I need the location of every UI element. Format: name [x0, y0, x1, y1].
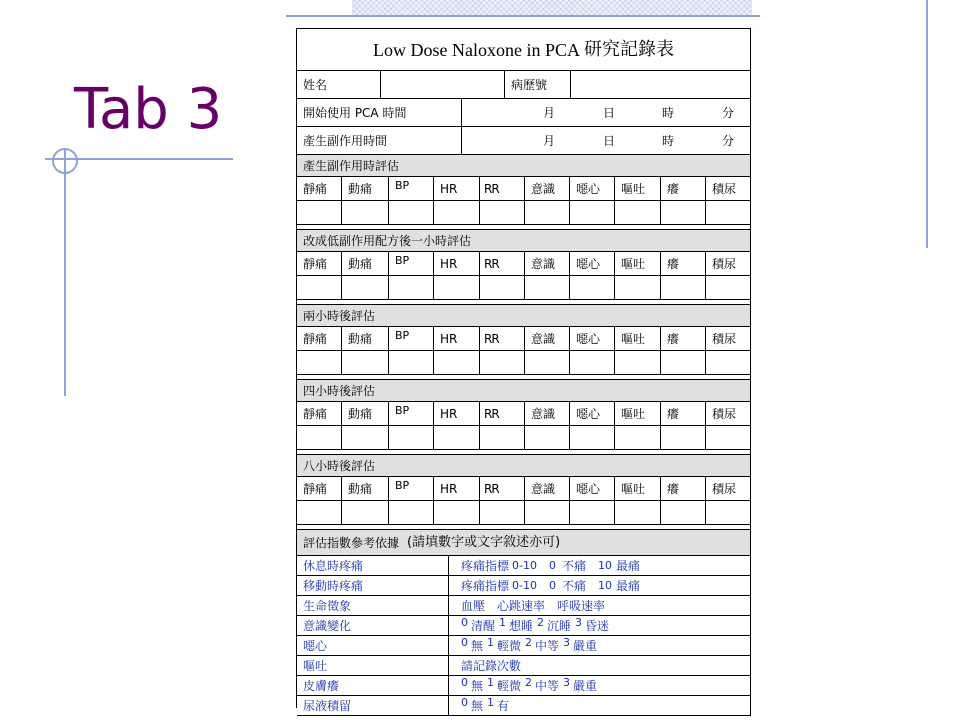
scale-prefix: 疼痛指標: [461, 578, 510, 593]
entry-rest-pain[interactable]: [297, 276, 342, 300]
entry-retention[interactable]: [706, 351, 751, 375]
form-title-en: Low Dose Naloxone in PCA: [373, 39, 580, 60]
vomit-label: 嘔吐: [621, 181, 646, 196]
entry-vomit[interactable]: [615, 426, 661, 450]
itch-level-num: 1: [487, 676, 495, 689]
itch-level-num: 3: [563, 676, 571, 689]
itch-label: 癢: [667, 331, 680, 346]
column-header-move-pain: [342, 327, 389, 351]
column-header-rest-pain: [297, 327, 342, 351]
column-header-bp: [389, 177, 434, 201]
consciousness-level-num: 3: [575, 616, 583, 629]
retention-level-num: 1: [487, 696, 495, 709]
entry-itch[interactable]: [661, 426, 706, 450]
hr-label: HR: [440, 406, 458, 421]
nausea-level-text: 無: [471, 638, 484, 653]
nausea-level-num: 1: [487, 636, 495, 649]
left-vertical-rule: [64, 150, 66, 396]
column-header-rest-pain: [297, 177, 342, 201]
column-header-retention: [706, 477, 751, 501]
retention-label: 積尿: [712, 406, 737, 421]
form-title-cn: 研究記錄表: [583, 38, 674, 60]
entry-rr[interactable]: [480, 426, 525, 450]
right-rule: [926, 0, 928, 248]
entry-rest-pain[interactable]: [297, 426, 342, 450]
vitals-text: 血壓 心跳速率 呼吸速率: [461, 598, 606, 613]
retention-scale: [449, 696, 751, 716]
entry-nausea[interactable]: [570, 276, 615, 300]
research-record-form: [296, 28, 751, 713]
scale-high-text: 最痛: [616, 578, 641, 593]
column-header-hr: [434, 252, 480, 276]
entry-consciousness[interactable]: [525, 201, 570, 225]
column-header-move-pain: [342, 177, 389, 201]
column-header-hr: [434, 402, 480, 426]
retention-label: 積尿: [712, 481, 737, 496]
entry-rr[interactable]: [480, 201, 525, 225]
consciousness-level-text: 沉睡: [547, 618, 572, 633]
rr-label: RR: [484, 256, 499, 271]
consciousness-level-text: 想睡: [509, 618, 534, 633]
vomit-label: 嘔吐: [621, 481, 646, 496]
scale-high-text: 最痛: [616, 558, 641, 573]
time-unit-label: 月: [543, 134, 556, 148]
section-header: 兩小時後評估: [297, 305, 751, 327]
time-unit-label: 時: [662, 134, 675, 148]
consciousness-level-num: 1: [499, 616, 507, 629]
column-header-retention: [706, 252, 751, 276]
vitals-label: 生命徵象: [297, 596, 449, 616]
entry-rest-pain[interactable]: [297, 501, 342, 525]
column-header-bp: [389, 402, 434, 426]
entry-bp[interactable]: [389, 201, 434, 225]
pain-row-scale: [449, 576, 751, 596]
vomit-text: 請記錄次數: [461, 658, 522, 673]
rest-pain-label: 靜痛: [303, 181, 328, 196]
scale-high-num: 10: [598, 559, 612, 572]
entry-retention[interactable]: [706, 426, 751, 450]
rest-pain-label: 靜痛: [303, 256, 328, 271]
nausea-label: 噁心: [576, 331, 601, 346]
scale-prefix: 疼痛指標: [461, 558, 510, 573]
entry-rr[interactable]: [480, 351, 525, 375]
entry-hr[interactable]: [434, 276, 480, 300]
bp-label: BP: [395, 329, 410, 342]
time-unit-label: 月: [543, 106, 556, 120]
entry-retention[interactable]: [706, 201, 751, 225]
itch-label: 癢: [667, 406, 680, 421]
form-title: [297, 29, 751, 71]
entry-hr[interactable]: [434, 201, 480, 225]
scale-low-text: 不痛: [561, 578, 586, 593]
pca-start-time-label: 開始使用 PCA 時間: [297, 99, 462, 127]
nausea-label: 噁心: [576, 481, 601, 496]
itch-level-num: 0: [461, 676, 468, 689]
scale-range: 0-10: [512, 559, 537, 572]
decorative-circle: [52, 148, 78, 174]
column-header-vomit: [615, 477, 661, 501]
itch-label: 癢: [667, 181, 680, 196]
vomit-label: 嘔吐: [621, 331, 646, 346]
vomit-scale: [449, 656, 751, 676]
column-header-bp: [389, 327, 434, 351]
rest-pain-label: 靜痛: [303, 406, 328, 421]
nausea-label: 噁心: [576, 406, 601, 421]
column-header-itch: [661, 477, 706, 501]
pain-row-label: 移動時疼痛: [297, 576, 449, 596]
column-header-rr: [480, 252, 525, 276]
column-header-bp: [389, 252, 434, 276]
entry-itch[interactable]: [661, 201, 706, 225]
itch-level-num: 2: [525, 676, 533, 689]
name-field[interactable]: [381, 71, 505, 99]
slide-title: Tab 3: [74, 77, 223, 142]
move-pain-label: 動痛: [348, 481, 373, 496]
pca-start-time-field[interactable]: [462, 99, 751, 127]
column-header-rr: [480, 402, 525, 426]
time-unit-label: 分: [722, 106, 735, 120]
entry-move-pain[interactable]: [342, 501, 389, 525]
column-header-itch: [661, 327, 706, 351]
rest-pain-label: 靜痛: [303, 481, 328, 496]
nausea-level-text: 輕微: [497, 638, 522, 653]
time-unit-label: 分: [722, 134, 735, 148]
column-header-retention: [706, 402, 751, 426]
entry-retention[interactable]: [706, 501, 751, 525]
column-header-retention: [706, 327, 751, 351]
entry-retention[interactable]: [706, 276, 751, 300]
hr-label: HR: [440, 181, 458, 196]
entry-bp[interactable]: [389, 426, 434, 450]
entry-rr[interactable]: [480, 501, 525, 525]
scale-high-num: 10: [598, 579, 612, 592]
scale-low-num: 0: [548, 579, 556, 592]
retention-level-text: 有: [497, 698, 510, 713]
column-header-consciousness: [525, 252, 570, 276]
retention-label: 積尿: [712, 256, 737, 271]
entry-nausea[interactable]: [570, 501, 615, 525]
column-header-consciousness: [525, 477, 570, 501]
entry-hr[interactable]: [434, 501, 480, 525]
reference-header: [297, 530, 751, 556]
entry-move-pain[interactable]: [342, 426, 389, 450]
chart-no-field[interactable]: [571, 71, 751, 99]
entry-nausea[interactable]: [570, 201, 615, 225]
entry-vomit[interactable]: [615, 276, 661, 300]
column-header-move-pain: [342, 402, 389, 426]
entry-vomit[interactable]: [615, 501, 661, 525]
column-header-consciousness: [525, 177, 570, 201]
consciousness-label: 意識變化: [297, 616, 449, 636]
column-header-move-pain: [342, 252, 389, 276]
section-header: 四小時後評估: [297, 380, 751, 402]
column-header-hr: [434, 177, 480, 201]
entry-bp[interactable]: [389, 351, 434, 375]
nausea-scale: [449, 636, 751, 656]
column-header-itch: [661, 402, 706, 426]
time-unit-label: 日: [603, 134, 616, 148]
move-pain-label: 動痛: [348, 181, 373, 196]
rr-label: RR: [484, 481, 499, 496]
itch-scale: [449, 676, 751, 696]
side-effect-time-field[interactable]: [462, 127, 751, 155]
entry-rest-pain[interactable]: [297, 201, 342, 225]
entry-move-pain[interactable]: [342, 351, 389, 375]
section-header: 改成低副作用配方後一小時評估: [297, 230, 751, 252]
pain-row-label: 休息時疼痛: [297, 556, 449, 576]
column-header-rr: [480, 177, 525, 201]
entry-move-pain[interactable]: [342, 276, 389, 300]
consciousness-label: 意識: [531, 181, 556, 196]
consciousness-label: 意識: [531, 256, 556, 271]
rr-label: RR: [484, 181, 499, 196]
column-header-nausea: [570, 252, 615, 276]
bp-label: BP: [395, 179, 410, 192]
nausea-level-num: 3: [563, 636, 571, 649]
time-unit-label: 日: [603, 106, 616, 120]
entry-move-pain[interactable]: [342, 201, 389, 225]
vomit-label: 嘔吐: [297, 656, 449, 676]
consciousness-scale: [449, 616, 751, 636]
column-header-rest-pain: [297, 252, 342, 276]
column-header-bp: [389, 477, 434, 501]
rest-pain-label: 靜痛: [303, 331, 328, 346]
entry-consciousness[interactable]: [525, 276, 570, 300]
entry-nausea[interactable]: [570, 351, 615, 375]
top-rule: [286, 15, 760, 17]
itch-label: 癢: [667, 256, 680, 271]
column-header-vomit: [615, 402, 661, 426]
name-label: 姓名: [297, 71, 381, 99]
itch-level-text: 中等: [535, 678, 560, 693]
entry-hr[interactable]: [434, 351, 480, 375]
consciousness-label: 意識: [531, 406, 556, 421]
rr-label: RR: [484, 406, 499, 421]
scale-range: 0-10: [512, 579, 537, 592]
column-header-rr: [480, 327, 525, 351]
column-header-consciousness: [525, 402, 570, 426]
column-header-hr: [434, 477, 480, 501]
consciousness-level-text: 昏迷: [585, 618, 610, 633]
entry-hr[interactable]: [434, 426, 480, 450]
hr-label: HR: [440, 256, 458, 271]
entry-itch[interactable]: [661, 276, 706, 300]
move-pain-label: 動痛: [348, 331, 373, 346]
move-pain-label: 動痛: [348, 256, 373, 271]
column-header-vomit: [615, 177, 661, 201]
column-header-rest-pain: [297, 477, 342, 501]
column-header-vomit: [615, 252, 661, 276]
reference-title: 評估指數參考依據: [303, 535, 400, 550]
nausea-level-text: 中等: [535, 638, 560, 653]
entry-consciousness[interactable]: [525, 501, 570, 525]
top-pattern-band: [352, 0, 752, 16]
itch-label: 癢: [667, 481, 680, 496]
section-header: 產生副作用時評估: [297, 155, 751, 177]
retention-label: 積尿: [712, 181, 737, 196]
column-header-rest-pain: [297, 402, 342, 426]
column-header-nausea: [570, 477, 615, 501]
column-header-consciousness: [525, 327, 570, 351]
column-header-nausea: [570, 402, 615, 426]
nausea-level-num: 2: [525, 636, 533, 649]
reference-note: (請填數字或文字敘述亦可): [407, 535, 561, 550]
nausea-level-num: 0: [461, 636, 468, 649]
entry-bp[interactable]: [389, 276, 434, 300]
hr-label: HR: [440, 481, 458, 496]
entry-rr[interactable]: [480, 276, 525, 300]
entry-vomit[interactable]: [615, 201, 661, 225]
time-unit-label: 時: [662, 106, 675, 120]
consciousness-level-num: 0: [461, 616, 468, 629]
nausea-level-text: 嚴重: [573, 638, 598, 653]
entry-vomit[interactable]: [615, 351, 661, 375]
column-header-move-pain: [342, 477, 389, 501]
nausea-label: 噁心: [576, 256, 601, 271]
entry-consciousness[interactable]: [525, 351, 570, 375]
bp-label: BP: [395, 404, 410, 417]
nausea-label: 噁心: [297, 636, 449, 656]
itch-level-text: 嚴重: [573, 678, 598, 693]
entry-itch[interactable]: [661, 501, 706, 525]
chart-no-label: 病歷號: [505, 71, 571, 99]
vomit-label: 嘔吐: [621, 406, 646, 421]
itch-level-text: 無: [471, 678, 484, 693]
bp-label: BP: [395, 254, 410, 267]
itch-label: 皮膚癢: [297, 676, 449, 696]
column-header-hr: [434, 327, 480, 351]
vomit-label: 嘔吐: [621, 256, 646, 271]
retention-label: 尿液積留: [297, 696, 449, 716]
column-header-nausea: [570, 177, 615, 201]
retention-level-num: 0: [461, 696, 468, 709]
scale-low-text: 不痛: [561, 558, 586, 573]
nausea-label: 噁心: [576, 181, 601, 196]
consciousness-level-text: 清醒: [471, 618, 496, 633]
column-header-rr: [480, 477, 525, 501]
column-header-retention: [706, 177, 751, 201]
scale-low-num: 0: [548, 559, 556, 572]
entry-bp[interactable]: [389, 501, 434, 525]
move-pain-label: 動痛: [348, 406, 373, 421]
column-header-itch: [661, 177, 706, 201]
itch-level-text: 輕微: [497, 678, 522, 693]
hr-label: HR: [440, 331, 458, 346]
rr-label: RR: [484, 331, 499, 346]
entry-rest-pain[interactable]: [297, 351, 342, 375]
retention-label: 積尿: [712, 331, 737, 346]
retention-level-text: 無: [471, 698, 484, 713]
column-header-itch: [661, 252, 706, 276]
consciousness-label: 意識: [531, 481, 556, 496]
column-header-nausea: [570, 327, 615, 351]
entry-nausea[interactable]: [570, 426, 615, 450]
entry-consciousness[interactable]: [525, 426, 570, 450]
entry-itch[interactable]: [661, 351, 706, 375]
consciousness-label: 意識: [531, 331, 556, 346]
bp-label: BP: [395, 479, 410, 492]
column-header-vomit: [615, 327, 661, 351]
vitals-scale: [449, 596, 751, 616]
side-effect-time-label: 產生副作用時間: [297, 127, 462, 155]
consciousness-level-num: 2: [537, 616, 545, 629]
pain-row-scale: [449, 556, 751, 576]
section-header: 八小時後評估: [297, 455, 751, 477]
